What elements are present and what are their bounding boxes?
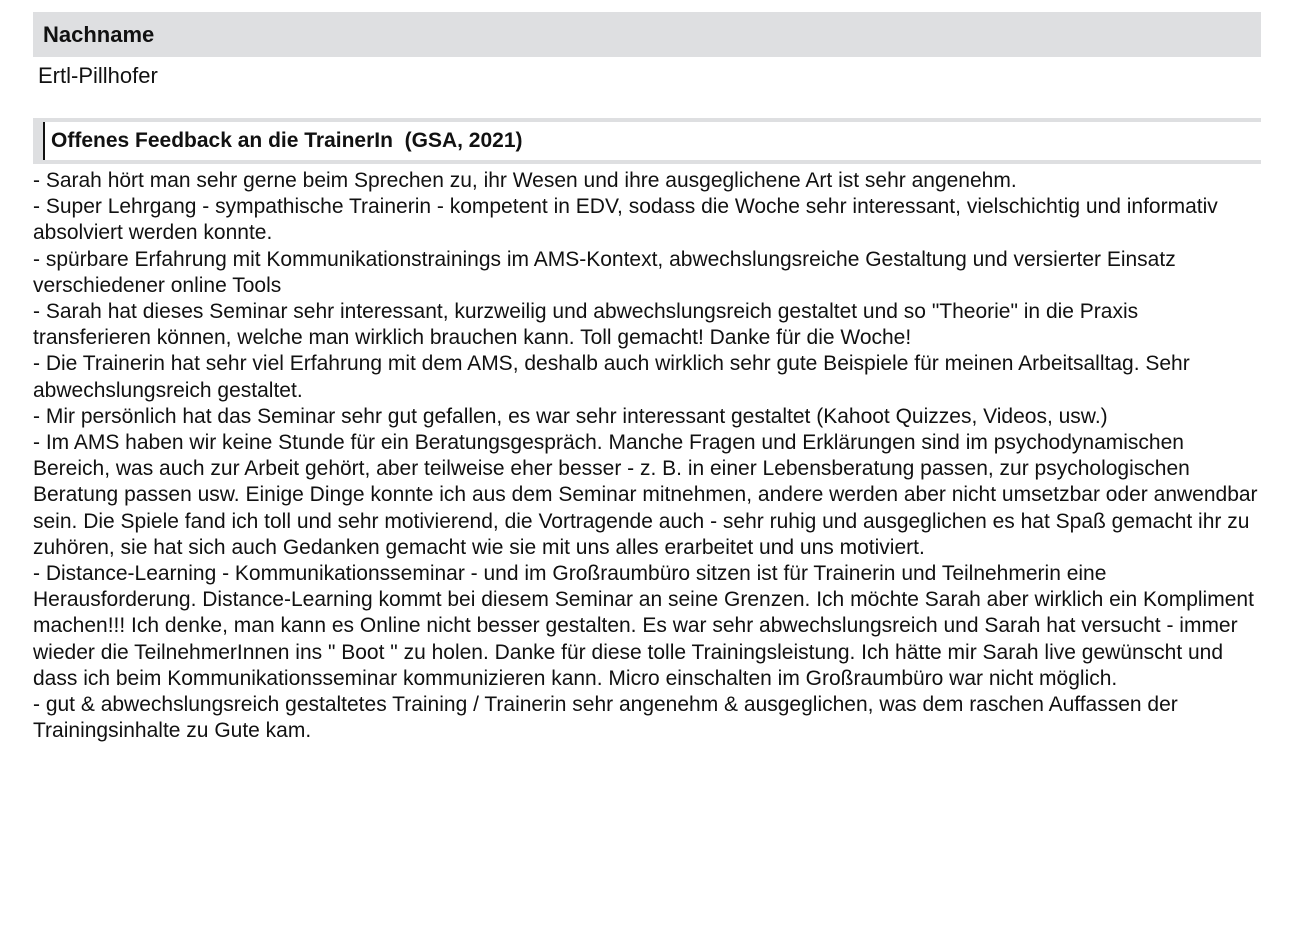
- feedback-item: - Sarah hat dieses Seminar sehr interessant, kurzweilig und abwechslungsreich gestaltet und so "Theorie" in die Praxis transferieren können, welche man wirklich brauchen kann. Toll gemacht! Danke für die Woche!: [33, 300, 1139, 350]
- name-value: Ertl-Pillhofer: [38, 63, 158, 88]
- feedback-item: - spürbare Erfahrung mit Kommunikationstrainings im AMS-Kontext, abwechslungsreiche Gestaltung und versierter Einsatz verschiedener online Tools: [33, 247, 1176, 297]
- feedback-item: - Im AMS haben wir keine Stunde für ein Beratungsgespräch. Manche Fragen und Erklärungen sind im psychodynamischen Bereich, was auch zur Arbeit gehört, aber teilweise eher besser - z. B. in einer Lebensberatung passen, zur psychologischen Beratung passen usw. Einige Dinge konnte ich aus dem Seminar mitnehmen, andere werden aber nicht umsetzbar oder anwendbar sein. Die Spiele fand ich toll und sehr motivierend, die Vortragende auch - sehr ruhig und ausgeglichen es hat Spaß gemacht ihr zu zuhören, sie hat sich auch Gedanken gemacht wie sie mit uns alles erarbeitet und uns motiviert.: [33, 431, 1258, 559]
- feedback-item: - gut & abwechslungsreich gestaltetes Training / Trainerin sehr angenehm & ausgeglichen, was dem raschen Auffassen der Trainingsinhalte zu Gute kam.: [33, 693, 1178, 743]
- feedback-item: - Mir persönlich hat das Seminar sehr gut gefallen, es war sehr interessant gestaltet (Kahoot Quizzes, Videos, usw.): [33, 404, 1108, 428]
- feedback-item: - Sarah hört man sehr gerne beim Sprechen zu, ihr Wesen und ihre ausgeglichene Art ist sehr angenehm.: [33, 169, 1017, 192]
- feedback-item: - Super Lehrgang - sympathische Trainerin - kompetent in EDV, sodass die Woche sehr interessant, vielschichtig und informativ absolviert werden konnte.: [33, 195, 1218, 245]
- feedback-section-header: [33, 118, 1261, 164]
- feedback-section-title: Offenes Feedback an die TrainerIn (GSA, 2021): [51, 129, 523, 152]
- feedback-section-title-box: [43, 122, 1261, 160]
- name-header-bar: [33, 12, 1261, 57]
- name-header-label: Nachname: [43, 21, 155, 47]
- feedback-list: [33, 168, 1261, 744]
- feedback-item: - Die Trainerin hat sehr viel Erfahrung mit dem AMS, deshalb auch wirklich sehr gute Beispiele für meinen Arbeitsalltag. Sehr abwechslungsreich gestaltet.: [33, 352, 1190, 402]
- feedback-item: - Distance-Learning - Kommunikationsseminar - und im Großraumbüro sitzen ist für Trainerin und Teilnehmerin eine Herausforderung. Distance-Learning kommt bei diesem Seminar an seine Grenzen. Ich möchte Sarah aber wirklich ein Kompliment machen!!! Ich denke, man kann es Online nicht besser gestalten. Es war sehr abwechslungsreich und Sarah hat versucht - immer wieder die TeilnehmerInnen ins " Boot " zu holen. Danke für diese tolle Trainingsleistung. Ich hätte mir Sarah live gewünscht und dass ich beim Kommunikationsseminar kommunizieren kann. Micro einschalten im Großraumbüro war nicht möglich.: [33, 562, 1254, 690]
